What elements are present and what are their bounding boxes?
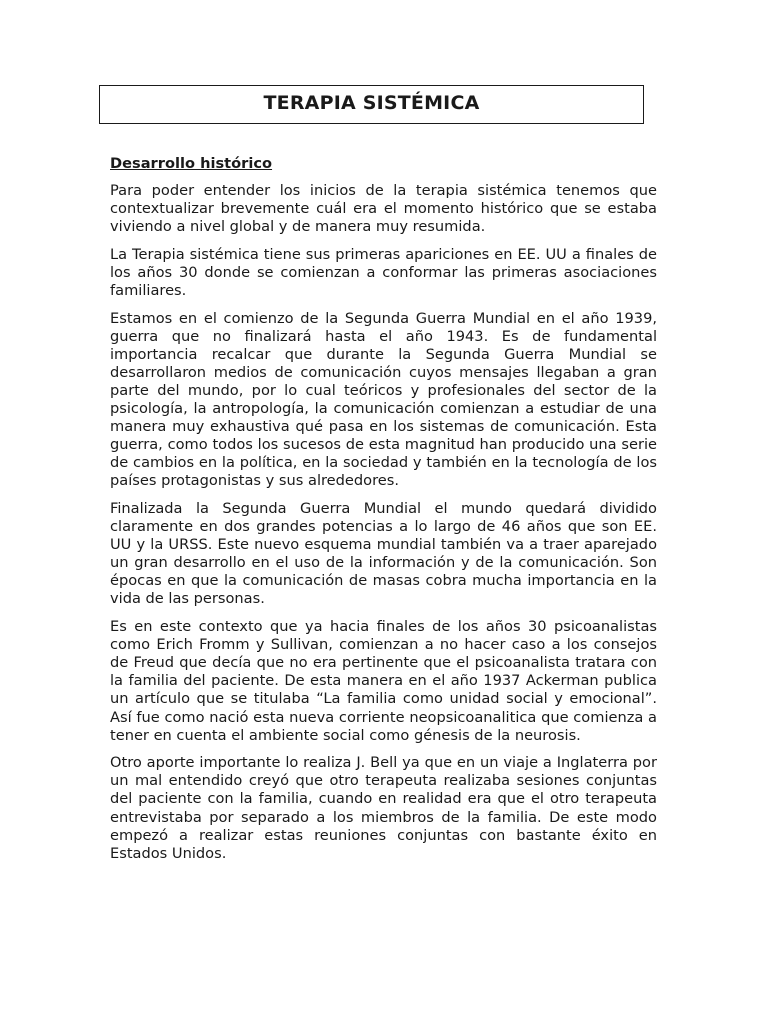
paragraph: Finalizada la Segunda Guerra Mundial el mundo quedará dividido claramente en dos grandes potencias a lo largo de 46 años que son EE. UU y la URSS. Este nuevo esquema mundial también va a traer aparejado un gran desarrollo en el uso de la información y de la comunicación. Son épocas en que la comunicación de masas cobra mucha importancia en la vida de las personas. [110, 500, 657, 608]
paragraph: Estamos en el comienzo de la Segunda Guerra Mundial en el año 1939, guerra que no finalizará hasta el año 1943. Es de fundamental importancia recalcar que durante la Segunda Guerra Mundial se desarrollaron medios de comunicación cuyos mensajes llegaban a gran parte del mundo, por lo cual teóricos y profesionales del sector de la psicología, la antropología, la comunicación comienzan a estudiar de una manera muy exhaustiva qué pasa en los sistemas de comunicación. Esta guerra, como todos los sucesos de esta magnitud han producido una serie de cambios en la política, en la sociedad y también en la tecnología de los países protagonistas y sus alrededores. [110, 309, 657, 490]
document-title: TERAPIA SISTÉMICA [263, 92, 480, 114]
paragraph: Otro aporte importante lo realiza J. Bell ya que en un viaje a Inglaterra por un mal entendido creyó que otro terapeuta realizaba sesiones conjuntas del paciente con la familia, cuando en realidad era que el otro terapeuta entrevistaba por separado a los miembros de la familia. De este modo empezó a realizar estas reuniones conjuntas con bastante éxito en Estados Unidos. [110, 754, 657, 862]
title-box [99, 85, 644, 124]
paragraph: Para poder entender los inicios de la terapia sistémica tenemos que contextualizar brevemente cuál era el momento histórico que se estaba viviendo a nivel global y de manera muy resumida. [110, 182, 657, 236]
section-heading: Desarrollo histórico [110, 155, 273, 172]
paragraph: La Terapia sistémica tiene sus primeras apariciones en EE. UU a finales de los años 30 donde se comienzan a conformar las primeras asociaciones familiares. [110, 245, 657, 299]
paragraph: Es en este contexto que ya hacia finales de los años 30 psicoanalistas como Erich Fromm y Sullivan, comienzan a no hacer caso a los consejos de Freud que decía que no era pertinente que el psicoanalista tratara con la familia del paciente. De esta manera en el año 1937 Ackerman publica un artículo que se titulaba “La familia como unidad social y emocional”. Así fue como nació esta nueva corriente neopsicoanalitica que comienza a tener en cuenta el ambiente social como génesis de la neurosis. [110, 618, 657, 744]
document-body [110, 155, 657, 872]
